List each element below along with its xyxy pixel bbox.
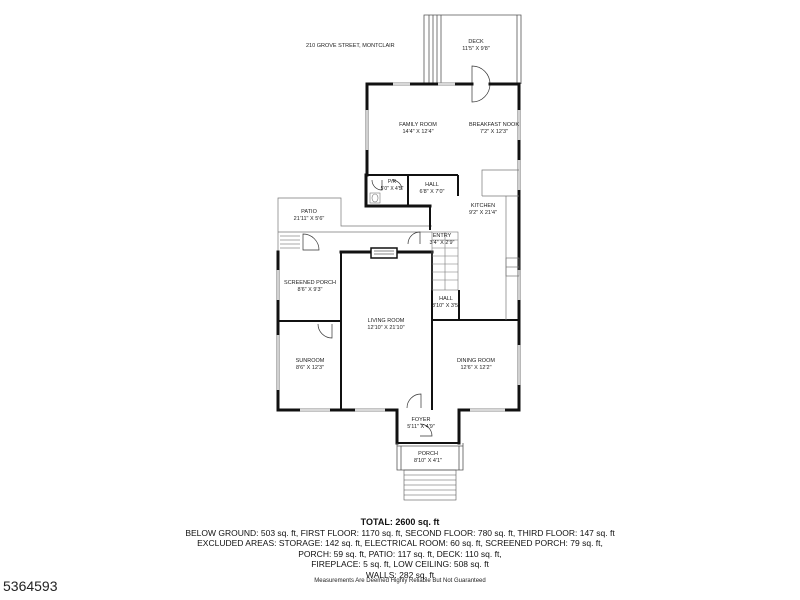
powder-room-fixtures — [370, 193, 380, 203]
room-label-patio: PATIO 21'11" X 5'6" — [293, 209, 325, 222]
area-summary — [0, 517, 800, 581]
room-label-deck: DECK 11'5" X 9'8" — [462, 39, 490, 52]
disclaimer: Measurements Are Deemed Highly Reliable But Not Guaranteed — [314, 578, 486, 584]
total-area: TOTAL: 2600 sq. ft — [360, 517, 440, 527]
room-label-hall-2: HALL 3'10" X 3'5" — [431, 296, 461, 309]
room-label-living-room: LIVING ROOM 12'10" X 21'10" — [367, 318, 405, 331]
room-label-screened-porch: SCREENED PORCH 8'6" X 9'3" — [284, 280, 336, 293]
room-label-family-room: FAMILY ROOM 14'4" X 12'4" — [399, 122, 437, 135]
room-label-sunroom: SUNROOM 8'6" X 12'3" — [295, 358, 325, 371]
room-label-porch: PORCH 8'10" X 4'1" — [413, 451, 443, 464]
property-address: 210 GROVE STREET, MONTCLAIR — [306, 43, 395, 49]
deck-door — [472, 66, 490, 102]
patio-steps — [280, 236, 300, 248]
summary-line: WALLS: 282 sq. ft — [365, 569, 435, 580]
exterior-walls — [278, 84, 519, 443]
room-label-breakfast-nook: BREAKFAST NOOK 7'2" X 12'3" — [468, 122, 520, 135]
summary-line: BELOW GROUND: 503 sq. ft, FIRST FLOOR: 1170 sq. ft, SECOND FLOOR: 780 sq. ft, THIRD FLOOR: 147 sq. ft — [185, 527, 615, 538]
room-label-foyer: FOYER 5'11" X 4'9" — [407, 417, 435, 430]
summary-line: PORCH: 59 sq. ft, PATIO: 117 sq. ft, DECK: 110 sq. ft, — [298, 548, 502, 559]
fireplace — [371, 248, 397, 258]
room-label-hall: HALL 6'8" X 7'0" — [419, 182, 445, 195]
room-label-entry: ENTRY 3'4" X 2'9" — [429, 233, 455, 246]
room-label-pr: P/R 5'0" X 4'5" — [380, 179, 404, 192]
porch-steps — [404, 470, 456, 500]
summary-line: EXCLUDED AREAS: STORAGE: 142 sq. ft, ELECTRICAL ROOM: 60 sq. ft, SCREENED PORCH: 79 sq. ft, — [197, 538, 603, 549]
kitchen-counters — [482, 170, 519, 320]
room-label-dining-room: DINING ROOM 12'6" X 12'2" — [457, 358, 495, 371]
room-label-kitchen: KITCHEN 9'2" X 21'4" — [468, 203, 498, 216]
listing-number: 5364593 — [3, 578, 58, 594]
summary-line: FIREPLACE: 5 sq. ft, LOW CEILING: 508 sq. ft — [311, 559, 489, 570]
